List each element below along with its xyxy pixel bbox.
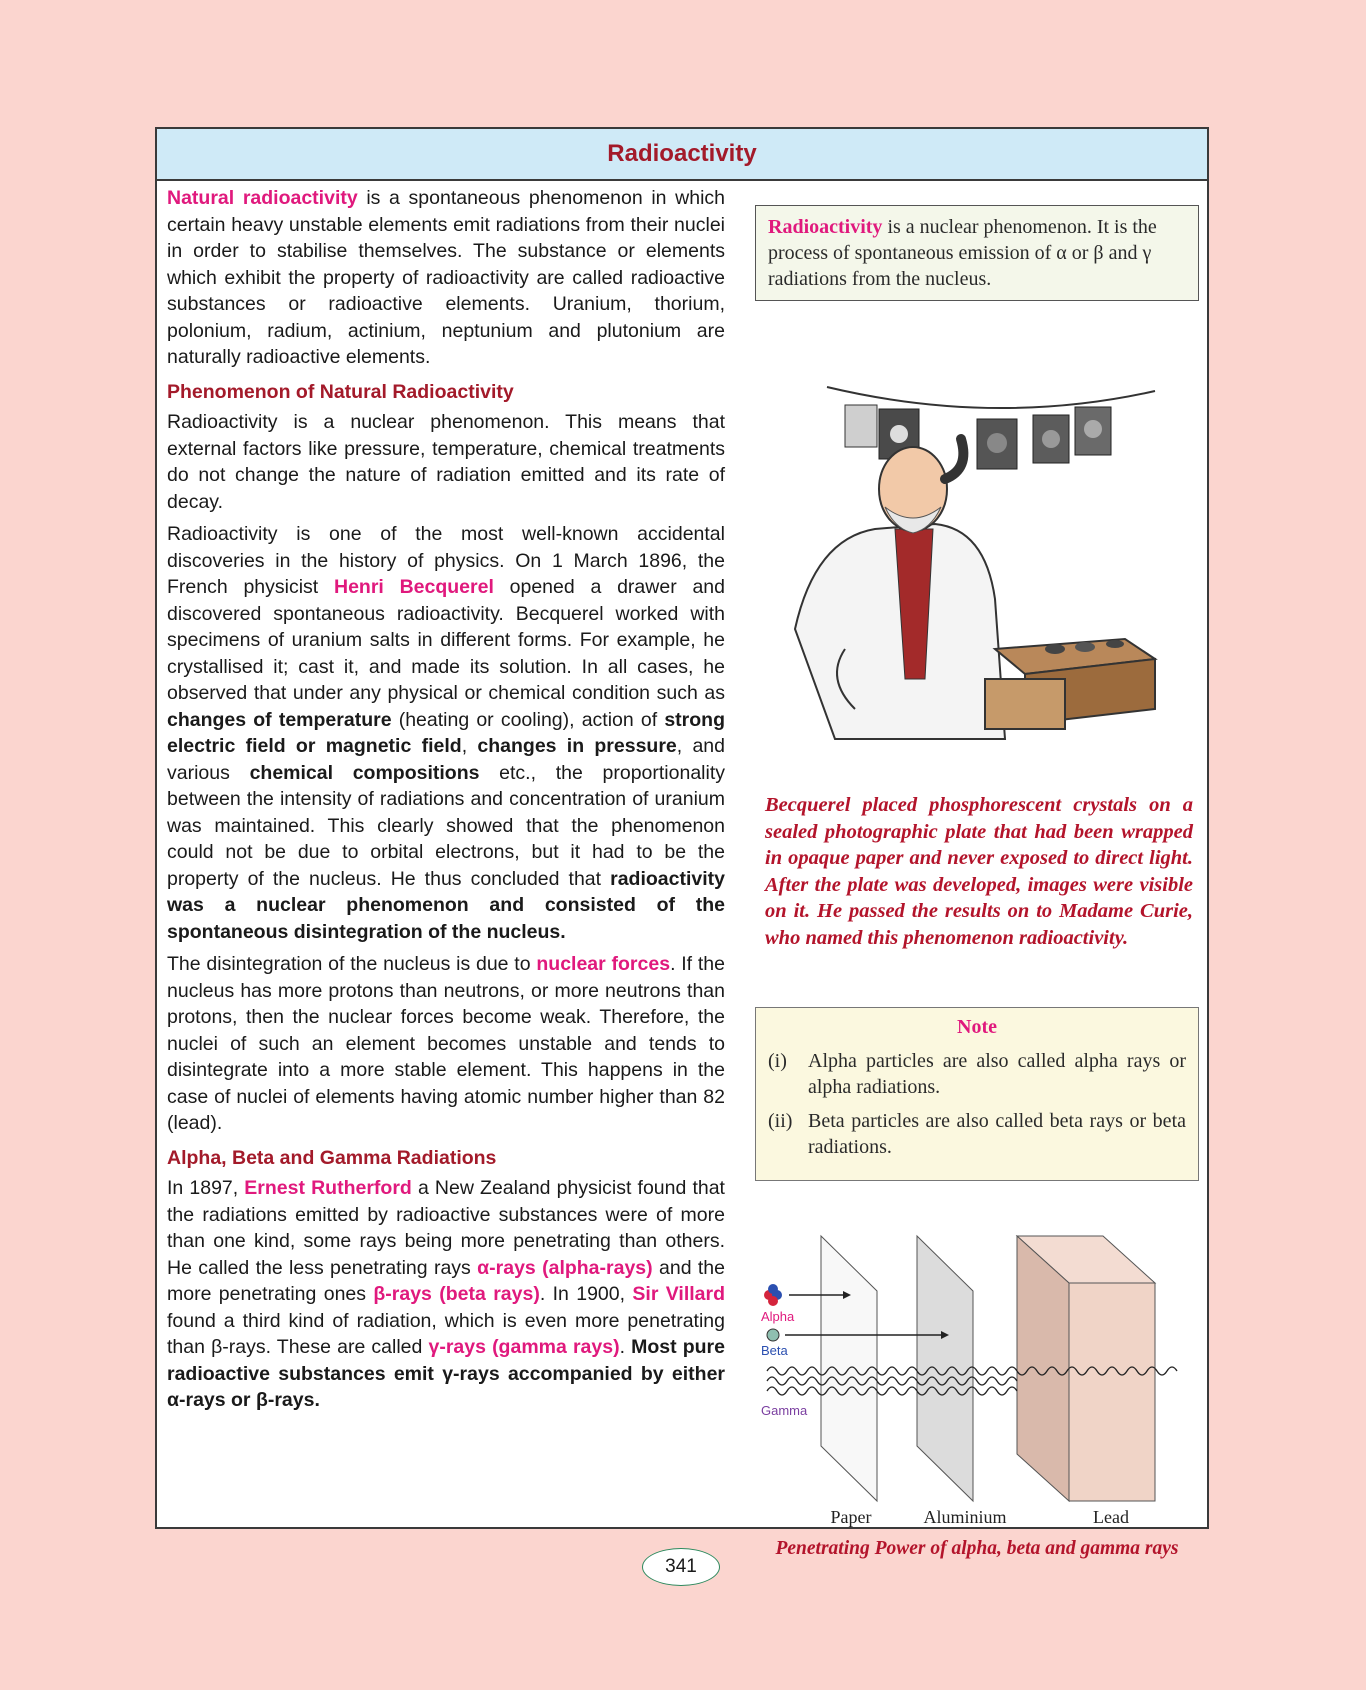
becquerel-name: Henri Becquerel	[333, 576, 494, 598]
text-span: a New Zealand physicist found that the radiations emitted by radioactive substances were of more than one kind, some rays being more penetrating than others. He called the less penetrating rays	[167, 1177, 725, 1279]
bold-span: radioactivity was a nuclear phenomenon and consisted of the spontaneous disintegration of the nucleus.	[167, 867, 725, 943]
text-span: etc., the proportionality between the intensity of radiations and concentration of uranium was maintained. This clearly showed that the phenomenon could not be due to orbital electrons, but it had to be the property of the nucleus. He thus concluded that	[167, 761, 725, 890]
note-text: Beta particles are also called beta rays or beta radiations.	[808, 1110, 1186, 1158]
definition-text: is a nuclear phenomenon. It is the process of spontaneous emission of α or β and γ radiations from the nucleus.	[768, 216, 1157, 290]
aluminium-sheet	[917, 1236, 973, 1501]
section-heading-radiations: Alpha, Beta and Gamma Radiations	[167, 1146, 497, 1169]
text-span: ,	[461, 735, 478, 757]
gamma-label: Gamma	[761, 1403, 808, 1418]
page-number: 341	[642, 1548, 720, 1586]
text-span: found a third kind of radiation, which is even more penetrating than β-rays. These are called	[167, 1309, 725, 1358]
bold-span: chemical compositions	[249, 761, 480, 784]
scientist-figure	[795, 439, 1005, 739]
paper-label: Paper	[830, 1507, 872, 1527]
phenomenon-paragraph-3	[167, 951, 725, 1137]
text-span: and the more penetrating ones	[167, 1256, 725, 1305]
side-column	[755, 185, 1199, 1560]
lead-label: Lead	[1093, 1507, 1129, 1527]
gamma-rays-term: γ-rays (gamma rays)	[428, 1336, 620, 1358]
text-span: opened a drawer and discovered spontaneous radioactivity. Becquerel worked with specimens of uranium salts in different forms. For example, he crystallised it; cast it, and made its solution. In all cases, he observed that under any physical or chemical condition such as	[167, 576, 725, 704]
text-span: .	[619, 1336, 632, 1358]
phenomenon-paragraph-2	[167, 521, 725, 945]
natural-radioactivity-term: Natural radioactivity	[167, 187, 358, 209]
beta-rays-term: β-rays (beta rays)	[373, 1283, 540, 1305]
text-span: . In 1900,	[539, 1283, 633, 1305]
rutherford-name: Ernest Rutherford	[244, 1177, 412, 1199]
page-title: Radioactivity	[607, 140, 757, 167]
phenomenon-paragraph-1: Radioactivity is a nuclear phenomenon. This means that external factors like pressure, temperature, chemical treatments do not change the nature of radiation emitted and its rate of decay.	[167, 411, 725, 513]
gamma-wave	[767, 1387, 1017, 1395]
text-span: Radioactivity is one of the most well-known accidental discoveries in the history of physics. On 1 March 1896, the French physicist	[167, 523, 725, 598]
nuclear-forces-term: nuclear forces	[536, 953, 671, 975]
gamma-wave	[767, 1377, 1017, 1385]
beta-particle	[767, 1329, 779, 1341]
alpha-particle	[764, 1284, 782, 1306]
text-span: In 1897,	[167, 1177, 245, 1199]
note-item	[768, 1048, 1186, 1100]
text-span: The disintegration of the nucleus is due to	[167, 953, 537, 975]
bold-span: changes in pressure	[477, 735, 677, 757]
main-text-column	[167, 185, 725, 1420]
alpha-rays-term: α-rays (alpha-rays)	[477, 1256, 653, 1279]
villard-name: Sir Villard	[632, 1283, 726, 1305]
note-number: (i)	[768, 1050, 787, 1072]
becquerel-caption: Becquerel placed phosphorescent crystals on a sealed photographic plate that had been wrapped in opaque paper and never exposed to direct light. After the plate was developed, images were visible on it. He passed the results on to Madame Curie, who named this phenomenon radioactivity.	[765, 794, 1193, 949]
intro-text: is a spontaneous phenomenon in which certain heavy unstable elements emit radiations from their nuclei in order to stabilise themselves. The substance or elements which exhibit the property of radioactivity are called radioactive substances or radioactive elements. Uranium, thorium, polonium, radium, actinium, neptunium and plutonium are naturally radioactive elements.	[167, 187, 725, 368]
text-span: (heating or cooling), action of	[391, 708, 665, 731]
bold-span: strong electric field or magnetic field	[167, 708, 725, 757]
becquerel-illustration	[755, 379, 1199, 779]
note-box	[755, 1007, 1199, 1181]
aluminium-label: Aluminium	[923, 1507, 1007, 1527]
content-frame	[155, 127, 1209, 1559]
penetration-diagram	[755, 1231, 1199, 1531]
lead-block-front	[1069, 1283, 1155, 1501]
section-heading-phenomenon: Phenomenon of Natural Radioactivity	[167, 380, 514, 403]
intro-paragraph	[167, 185, 725, 371]
bold-span: changes of temperature	[167, 708, 392, 731]
note-text: Alpha particles are also called alpha rays or alpha radiations.	[808, 1050, 1186, 1098]
title-bar	[157, 129, 1207, 181]
lead-block-side	[1017, 1236, 1069, 1501]
penetration-caption: Penetrating Power of alpha, beta and gamma rays	[775, 1538, 1179, 1559]
definition-box	[755, 205, 1199, 301]
drawer-with-crystals	[985, 639, 1155, 729]
definition-term: Radioactivity	[768, 216, 883, 238]
note-item	[768, 1108, 1186, 1160]
note-title: Note	[957, 1016, 997, 1038]
text-span: . If the nucleus has more protons than neutrons, or more neutrons than protons, then the nuclear forces become weak. Therefore, the nuclei of such an element becomes unstable and tends to disintegrate into a more stable element. This happens in the case of nuclei of elements having atomic number higher than 82 (lead).	[167, 953, 726, 1134]
hanging-photo-plates	[845, 405, 1111, 469]
note-number: (ii)	[768, 1110, 793, 1132]
alpha-label: Alpha	[761, 1309, 795, 1324]
bold-span: Most pure radioactive substances emit γ-rays accompanied by either α-rays or β-rays.	[167, 1336, 725, 1411]
beta-label: Beta	[761, 1343, 788, 1358]
text-span: , and various	[167, 735, 725, 784]
radiations-paragraph	[167, 1175, 725, 1414]
